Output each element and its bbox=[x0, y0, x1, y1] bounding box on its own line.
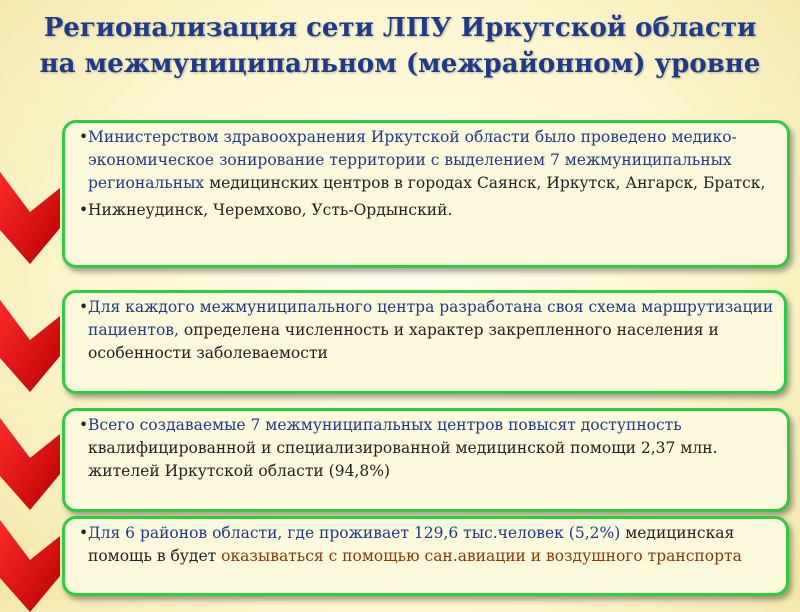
red-chevron-arrow-icon bbox=[0, 300, 60, 392]
red-chevron-arrow-icon bbox=[0, 520, 60, 612]
info-box-routing bbox=[62, 290, 787, 394]
red-chevron-arrow-icon bbox=[0, 418, 60, 510]
bullet-zoning-highlight: Министерством здравоохранения Иркутской области было проведено медико-экономическое зонирование территории с выделением 7 межмуниципальных региональных bbox=[88, 128, 737, 192]
bullet-routing-highlight: Для каждого межмуниципального центра разработана своя схема маршрутизации пациентов, bbox=[88, 298, 774, 339]
bullet-availability-highlight: Всего создаваемые 7 межмуниципальных центров повысят доступность bbox=[88, 416, 682, 434]
bullet-cities bbox=[79, 199, 777, 222]
bullet-aviation-accent: оказываться с помощью сан.авиации и воздушного транспорта bbox=[216, 547, 742, 565]
bullet-availability-rest: квалифицированной и специализированной медицинской помощи 2,37 млн. жителей Иркутской области (94,8%) bbox=[88, 439, 718, 480]
bullet-aviation bbox=[79, 522, 776, 568]
bullet-aviation-highlight: Для 6 районов области, где проживает 129,6 тыс.человек (5,2%) bbox=[88, 524, 621, 542]
bullet-routing bbox=[79, 296, 774, 365]
bullet-cities-text: Нижнеудинск, Черемхово, Усть-Ордынский. bbox=[88, 201, 453, 219]
bullet-zoning bbox=[79, 126, 777, 195]
info-box-aviation bbox=[62, 516, 789, 596]
slide-title bbox=[0, 10, 800, 82]
red-chevron-arrow-icon bbox=[0, 172, 60, 264]
bullet-zoning-rest: медицинских центров в городах Саянск, Иркутск, Ангарск, Братск, bbox=[204, 174, 766, 192]
bullet-aviation-middle: медицинская помощь в будет bbox=[88, 524, 735, 565]
info-box-zoning bbox=[62, 120, 790, 268]
bullet-availability bbox=[79, 414, 777, 483]
info-box-availability bbox=[62, 408, 790, 512]
bullet-routing-rest: определена численность и характер закрепленного населения и особенности заболеваемости bbox=[88, 321, 719, 362]
slide-title-line1: Регионализация сети ЛПУ Иркутской области bbox=[43, 13, 757, 43]
slide-title-line2: на межмуниципальном (межрайонном) уровне bbox=[39, 49, 761, 79]
